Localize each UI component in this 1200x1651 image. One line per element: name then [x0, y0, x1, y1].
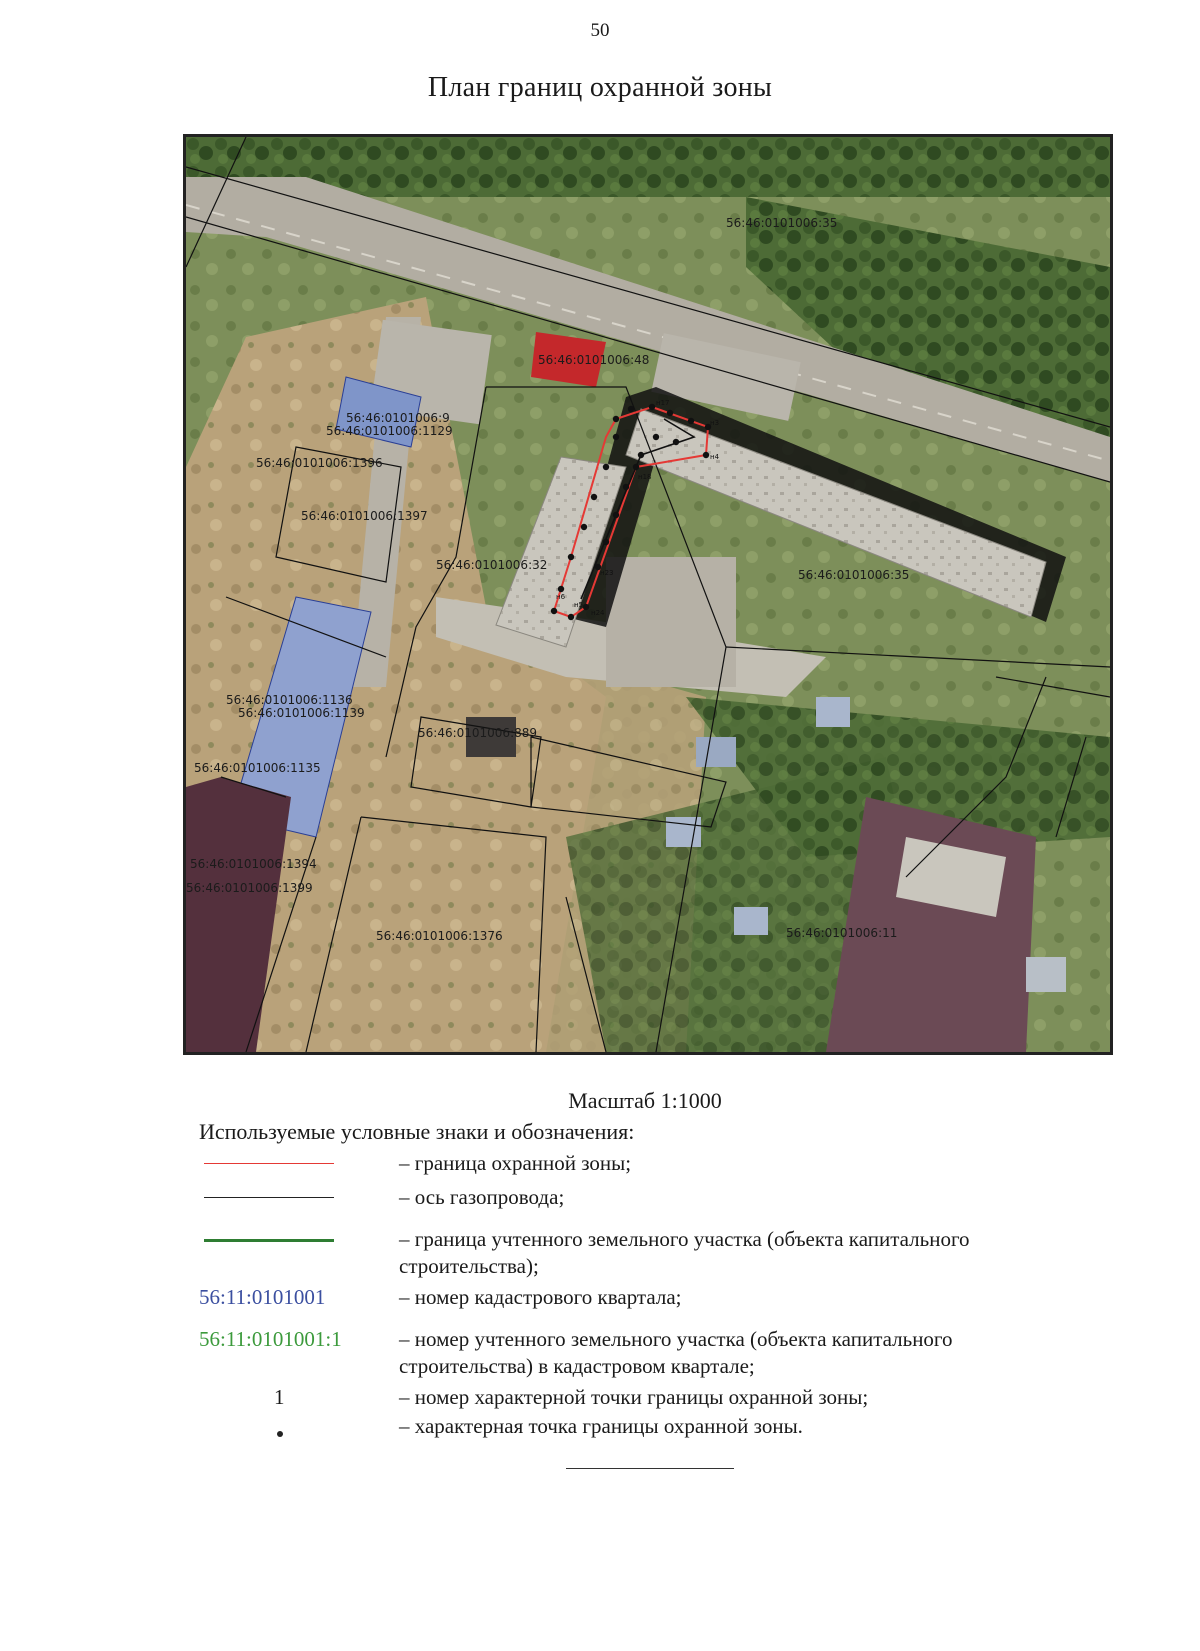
legend-item-point-number: [199, 1384, 1099, 1414]
garage: [734, 907, 768, 935]
point-label: н4: [710, 453, 720, 461]
garage: [816, 697, 850, 727]
red-line-symbol: [199, 1150, 369, 1180]
parcel-label: 56:46:0101006:1399: [186, 881, 313, 895]
point-label: н18: [638, 473, 652, 481]
legend-text: – ось газопровода;: [399, 1185, 565, 1209]
legend-item-pipeline-axis: [199, 1184, 1099, 1214]
parcel-label: 56:46:0101006:889: [418, 726, 538, 740]
legend-text: – номер учтенного земельного участка (объекта капитального строительства) в кадастровом квартале;: [399, 1327, 953, 1378]
point-label: н24: [591, 609, 605, 617]
parcel-label: 56:46:0101006:9: [346, 411, 450, 425]
parcel-label: 56:46:0101006:11: [786, 926, 898, 940]
legend-heading: Используемые условные знаки и обозначения:: [199, 1119, 635, 1144]
aerial-map-canvas: [186, 137, 1110, 1052]
black-line-symbol: [199, 1184, 369, 1214]
parcel-label: 56:46:0101006:1135: [194, 761, 321, 775]
parcel-label: 56:46:0101006:35: [726, 216, 838, 230]
point-label: н17: [656, 399, 670, 407]
point-label: н23: [600, 569, 614, 577]
parcel-label: 56:46:0101006:1136: [226, 693, 353, 707]
green-line-symbol: [199, 1226, 369, 1256]
parcel-label: 56:46:0101006:1396: [256, 456, 383, 470]
parcel-label: 56:46:0101006:1397: [301, 509, 428, 523]
legend-item-cadastral-quarter: [199, 1284, 1099, 1314]
cadastral-quarter-code: 56:11:0101001: [199, 1285, 326, 1309]
garage: [1026, 957, 1066, 992]
parcel-label: 56:46:0101006:32: [436, 558, 548, 572]
legend-item-point: [199, 1413, 1099, 1443]
parcel-label: 56:46:0101006:1394: [190, 857, 317, 871]
legend-text: – характерная точка границы охранной зоны.: [399, 1414, 803, 1438]
legend-text: – граница учтенного земельного участка (объекта капитального строительства);: [399, 1227, 970, 1278]
parcel-label: 56:46:0101006:35: [798, 568, 910, 582]
garage: [696, 737, 736, 767]
end-rule: [566, 1468, 734, 1469]
legend-text: – граница охранной зоны;: [399, 1151, 632, 1175]
legend-item-zone-boundary: [199, 1150, 1099, 1180]
point-label: н3: [710, 419, 720, 427]
legend-text: – номер характерной точки границы охранной зоны;: [399, 1385, 869, 1409]
point-dot-symbol: [277, 1431, 283, 1437]
protection-zone-map: [183, 134, 1113, 1055]
parcel-label: 56:46:0101006:1129: [326, 424, 453, 438]
parcel-label: 56:46:0101006:48: [538, 353, 650, 367]
page-number: 50: [590, 20, 610, 41]
parcel-number-code: 56:11:0101001:1: [199, 1327, 342, 1351]
page-title: План границ охранной зоны: [427, 72, 773, 103]
point-label: н5: [574, 601, 584, 609]
legend-item-parcel-number: [199, 1326, 1099, 1382]
parcel-label: 56:46:0101006:1139: [238, 706, 365, 720]
point-label: н6: [556, 593, 566, 601]
parcel-label: 56:46:0101006:1376: [376, 929, 503, 943]
legend-text: – номер кадастрового квартала;: [399, 1285, 682, 1309]
point-number-symbol: 1: [274, 1385, 285, 1409]
map-scale: Масштаб 1:1000: [568, 1088, 722, 1113]
legend-item-parcel-boundary: [199, 1226, 1099, 1282]
